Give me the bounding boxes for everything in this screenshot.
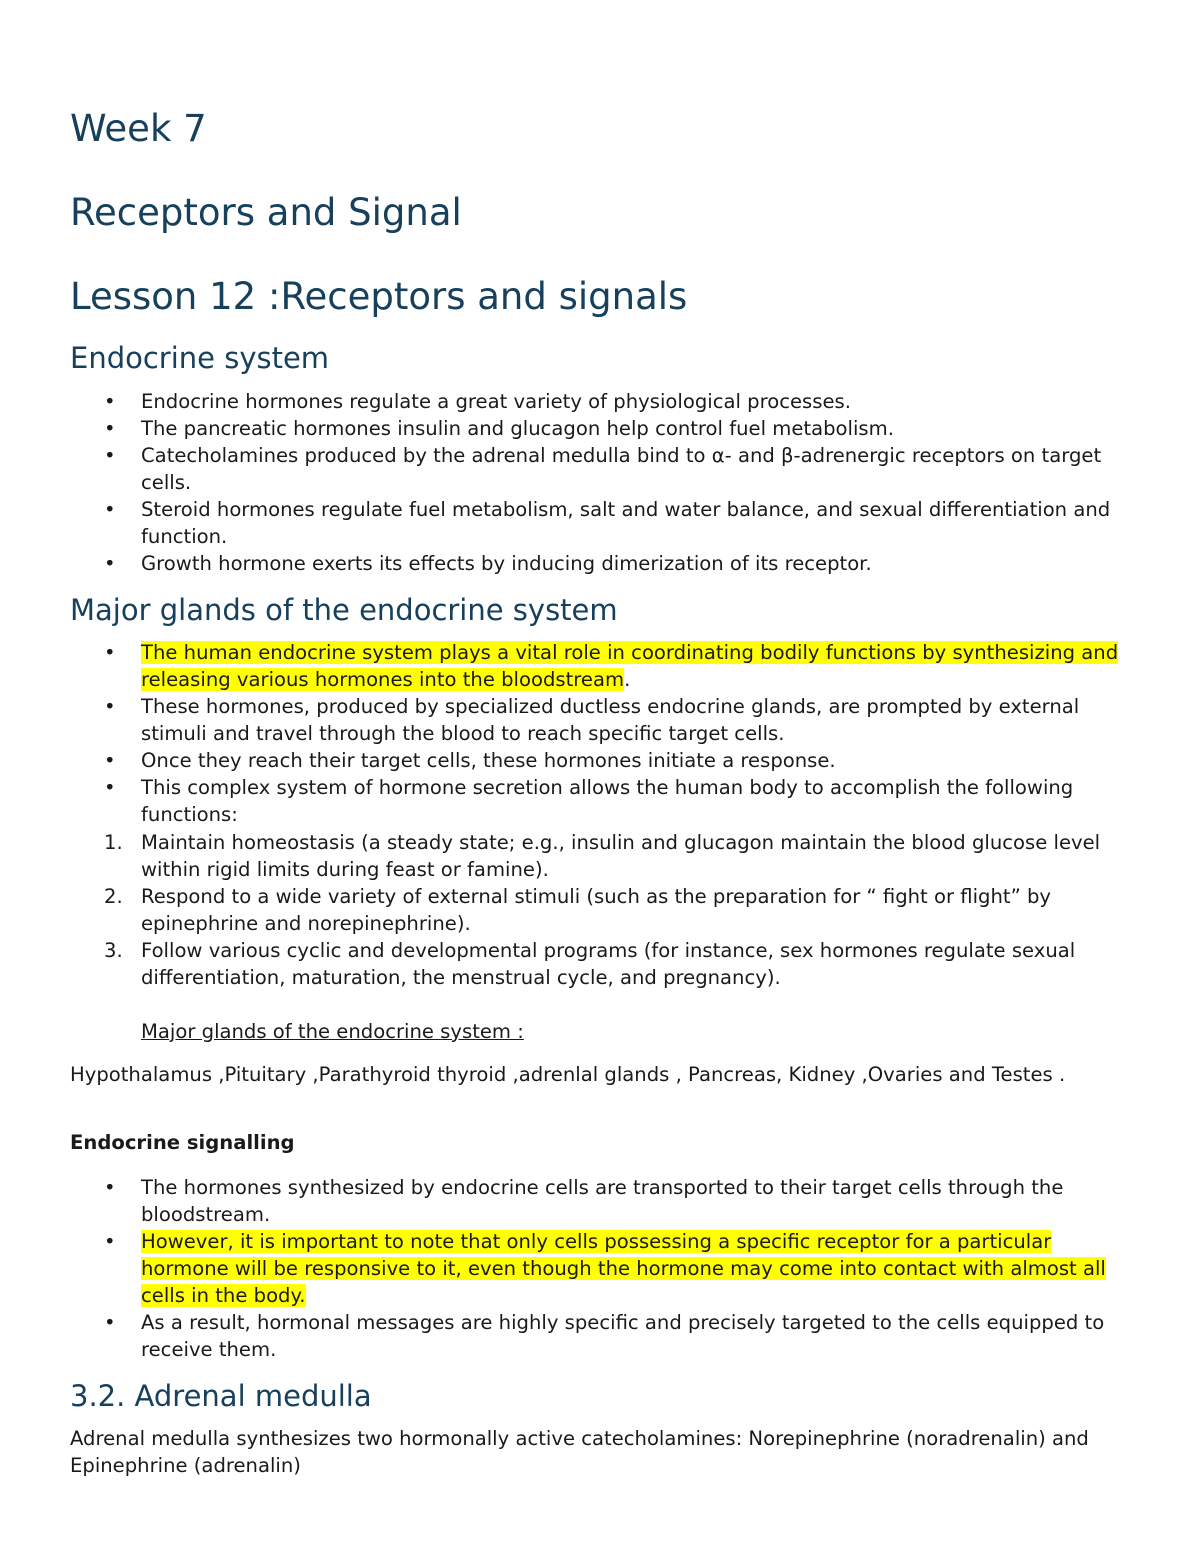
glands-list: Hypothalamus ,Pituitary ,Parathyroid thyroid ,adrenlal glands , Pancreas, Kidney ,Ovaries and Testes . — [70, 1063, 1066, 1086]
major-glands-heading: Major glands of the endocrine system — [70, 593, 618, 627]
list-item: • As a result, hormonal messages are highly specific and precisely targeted to the cells equipped to receive them. — [70, 1309, 1140, 1363]
functions-list — [70, 829, 1140, 991]
list-item: • Steroid hormones regulate fuel metabolism, salt and water balance, and sexual differentiation and function. — [70, 496, 1140, 550]
list-item — [70, 937, 1140, 991]
list-number: 1. — [104, 831, 123, 854]
list-item: • Endocrine hormones regulate a great variety of physiological processes. — [70, 388, 1140, 415]
list-item: • Once they reach their target cells, these hormones initiate a response. — [70, 747, 1140, 774]
adrenal-medulla-heading: 3.2. Adrenal medulla — [70, 1379, 372, 1413]
endocrine-signalling-heading: Endocrine signalling — [70, 1131, 295, 1154]
sentence-end: . — [624, 668, 631, 691]
list-item — [70, 829, 1140, 883]
list-number: 2. — [104, 885, 123, 908]
lesson-title: Lesson 12 :Receptors and signals — [70, 275, 688, 318]
adrenal-medulla-text: Adrenal medulla synthesizes two hormonally active catecholamines: Norepinephrine (noradrenalin) and Epinephrine (adrenalin) — [70, 1427, 1089, 1477]
glands-label: Major glands of the endocrine system : — [141, 1020, 524, 1043]
highlighted-text: The human endocrine system plays a vital role in coordinating bodily functions by synthesizing and releasing various hormones into the bloodstream — [141, 641, 1119, 691]
list-item: • This complex system of hormone secretion allows the human body to accomplish the following functions: — [70, 774, 1140, 828]
list-item: • The pancreatic hormones insulin and glucagon help control fuel metabolism. — [70, 415, 1140, 442]
topic-title: Receptors and Signal — [70, 191, 462, 234]
list-item — [70, 883, 1140, 937]
signalling-list — [70, 1174, 1140, 1363]
list-item: • The hormones synthesized by endocrine cells are transported to their target cells through the bloodstream. — [70, 1174, 1140, 1228]
major-glands-list — [70, 639, 1140, 828]
list-text: Respond to a wide variety of external stimuli (such as the preparation for “ fight or flight” by epinephrine and norepinephrine). — [141, 885, 1051, 935]
week-title: Week 7 — [70, 107, 207, 150]
list-number: 3. — [104, 939, 123, 962]
list-item: • These hormones, produced by specialized ductless endocrine glands, are prompted by external stimuli and travel through the blood to reach specific target cells. — [70, 693, 1140, 747]
highlighted-text: However, it is important to note that only cells possessing a specific receptor for a particular hormone will be responsive to it, even though the hormone may come into contact with almost all cells in the body. — [141, 1230, 1106, 1307]
list-item: • Growth hormone exerts its effects by inducing dimerization of its receptor. — [70, 550, 1140, 577]
list-text: Maintain homeostasis (a steady state; e.g., insulin and glucagon maintain the blood glucose level within rigid limits during feast or famine). — [141, 831, 1101, 881]
endocrine-system-list — [70, 388, 1140, 577]
list-item — [70, 639, 1140, 693]
list-item — [70, 1228, 1140, 1309]
list-item: • Catecholamines produced by the adrenal medulla bind to α- and β-adrenergic receptors on target cells. — [70, 442, 1140, 496]
list-text: Follow various cyclic and developmental programs (for instance, sex hormones regulate sexual differentiation, maturation, the menstrual cycle, and pregnancy). — [141, 939, 1076, 989]
endocrine-system-heading: Endocrine system — [70, 341, 330, 375]
